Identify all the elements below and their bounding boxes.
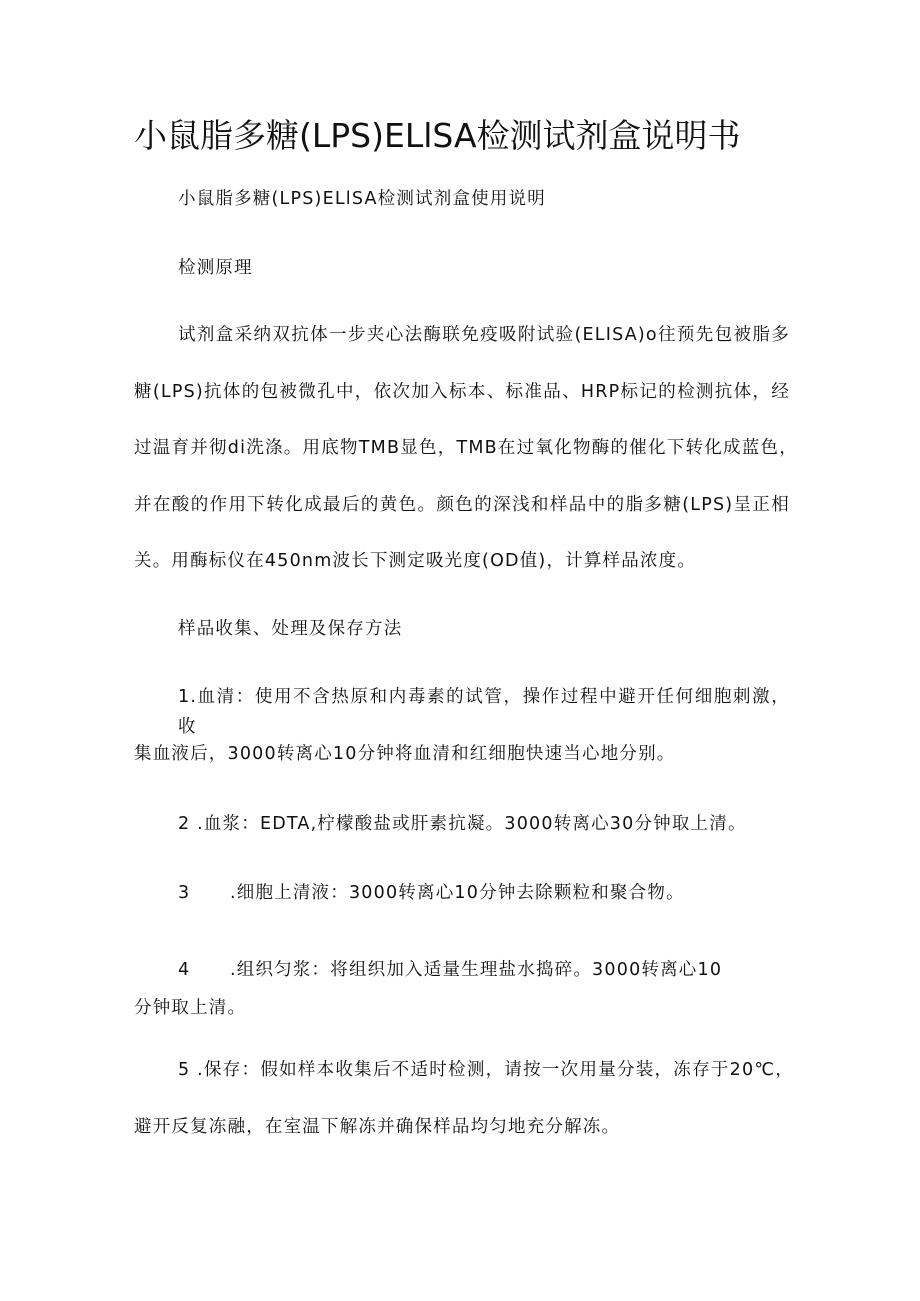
item-1-line-1: 1.血清：使用不含热原和内毒素的试管，操作过程中避开任何细胞刺激，收 <box>178 687 790 737</box>
item-5-line-1: 5 .保存：假如样本收集后不适时检测，请按一次用量分装，冻存于20℃， <box>178 1060 794 1080</box>
section-heading-principle: 检测原理 <box>178 258 253 278</box>
document-subtitle: 小鼠脂多糖(LPS)ELlSA检测试剂盒使用说明 <box>178 189 546 209</box>
item-4-text: .组织匀浆：将组织加入适量生理盐水捣碎。3000转离心10 <box>230 960 723 980</box>
item-1-line-2: 集血液后，3000转离心10分钟将血清和红细胞快速当心地分别。 <box>134 744 676 764</box>
item-4-number: 4 <box>178 960 191 980</box>
section-heading-samples: 样品收集、处理及保存方法 <box>178 619 403 639</box>
principle-line-2: 糖(LPS)抗体的包被微孔中，依次加入标本、标准品、HRP标记的检测抗体，经 <box>134 382 790 402</box>
principle-line-1: 试剂盒采纳双抗体一步夹心法酶联免疫吸附试验(ELISA)o往预先包被脂多 <box>178 325 790 345</box>
item-4-continuation: 分钟取上清。 <box>134 998 247 1018</box>
item-3-text: .细胞上清液：3000转离心10分钟去除颗粒和聚合物。 <box>230 883 685 903</box>
principle-line-3: 过温育并彻di洗涤。用底物TMB显色，TMB在过氧化物酶的催化下转化成蓝色， <box>134 438 798 458</box>
item-5-line-2: 避开反复冻融，在室温下解冻并确保样品均匀地充分解冻。 <box>134 1117 621 1137</box>
principle-line-5: 关。用酶标仪在450nm波长下测定吸光度(OD值)，计算样品浓度。 <box>134 551 697 571</box>
item-3-number: 3 <box>178 883 191 903</box>
document-title: 小鼠脂多糖(LPS)ELlSA检测试剂盒说明书 <box>134 116 741 155</box>
item-2: 2 .血浆：EDTA,柠檬酸盐或肝素抗凝。3000转离心30分钟取上清。 <box>178 814 747 834</box>
principle-line-4: 并在酸的作用下转化成最后的黄色。颜色的深浅和样品中的脂多糖(LPS)呈正相 <box>134 495 790 515</box>
